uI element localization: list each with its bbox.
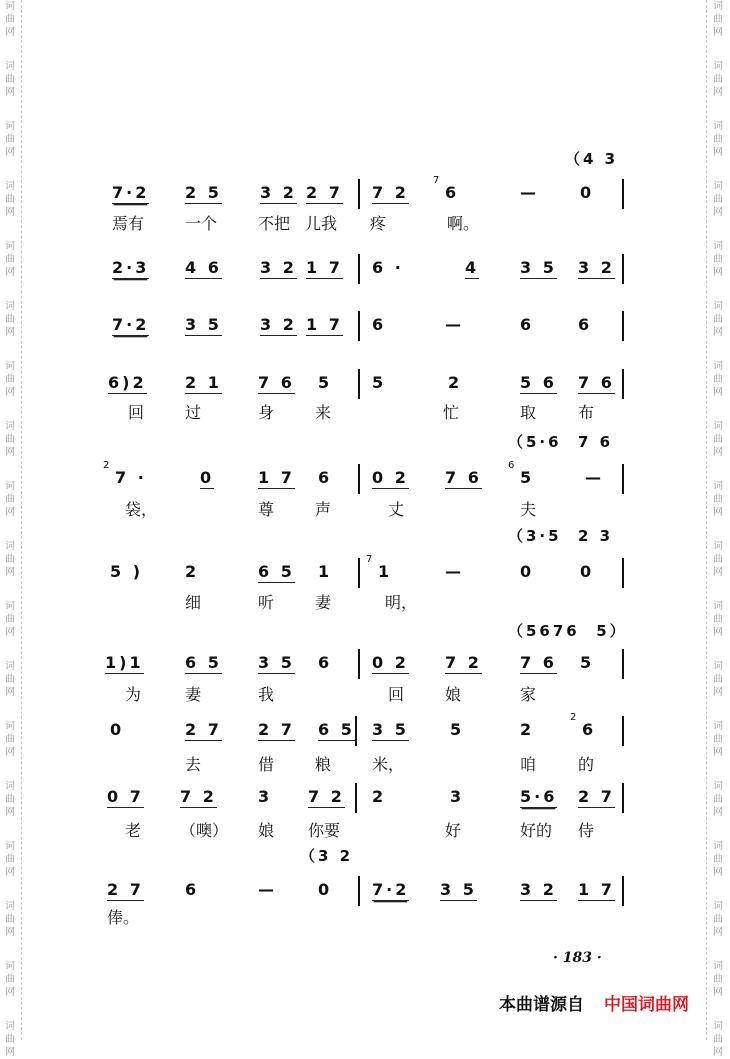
instrumental-annotation: （5676 5） xyxy=(508,622,628,640)
note: 6 2 xyxy=(570,712,597,739)
note: 3 5 xyxy=(258,653,295,672)
watermark-text: 词 曲 网 xyxy=(713,181,723,218)
note: 2 7 xyxy=(306,183,343,202)
note: 7 2 xyxy=(180,787,217,806)
barline-end xyxy=(622,716,624,746)
note: 0 xyxy=(520,562,535,581)
note: 0 2 xyxy=(372,653,409,672)
lyric: 布 xyxy=(578,403,595,422)
watermark-text: 词 曲 网 xyxy=(5,721,15,758)
note: 3 2 xyxy=(260,258,297,277)
watermark-text: 词 曲 网 xyxy=(713,901,723,938)
note: 6 5 xyxy=(258,562,295,581)
watermark-text: 词 曲 网 xyxy=(713,121,723,158)
lyric: 粮 xyxy=(315,755,332,774)
watermark-text: 词 曲 网 xyxy=(5,61,15,98)
source-credit xyxy=(499,990,689,1015)
barline xyxy=(358,464,360,494)
lyric: 听 xyxy=(258,593,275,612)
note: 6 · xyxy=(372,258,404,277)
note: 3 5 xyxy=(440,880,477,899)
margin-line-right xyxy=(706,0,707,1040)
lyric: 我 xyxy=(258,685,275,704)
watermark-text: 词 曲 网 xyxy=(713,361,723,398)
watermark-text: 词 曲 网 xyxy=(5,481,15,518)
watermark-text: 词 曲 网 xyxy=(713,661,723,698)
watermark-text: 词 曲 网 xyxy=(713,721,723,758)
note: 2 xyxy=(520,720,535,739)
lyric: 尊 xyxy=(258,500,275,519)
note: 5 xyxy=(450,720,465,739)
note: 2 7 xyxy=(107,880,144,899)
lyric: 焉有 xyxy=(112,214,145,233)
note: 6 xyxy=(318,653,333,672)
note: 5 xyxy=(372,373,387,392)
barline-end xyxy=(622,649,624,679)
note: 7 2 xyxy=(445,653,482,672)
note: — xyxy=(258,880,277,899)
lyric: 回 xyxy=(388,685,405,704)
watermark-text: 词 曲 网 xyxy=(5,601,15,638)
grace-note: 7 xyxy=(433,175,440,186)
note: 6 5 xyxy=(318,720,355,739)
note: 7 6 xyxy=(445,468,482,487)
watermark-text: 词 曲 网 xyxy=(713,481,723,518)
lyric: 夫 xyxy=(520,500,537,519)
lyric: 身 xyxy=(258,403,275,422)
watermark-text: 词 曲 网 xyxy=(713,61,723,98)
lyric: （噢） xyxy=(180,821,229,840)
note: 7 2 xyxy=(308,787,345,806)
lyric: 借 xyxy=(258,755,275,774)
barline xyxy=(358,311,360,341)
note: 2 1 xyxy=(185,373,222,392)
note: 2·3 xyxy=(112,258,150,277)
watermark-text: 词 曲 网 xyxy=(5,961,15,998)
note: 3 2 xyxy=(520,880,557,899)
watermark-text: 词 曲 网 xyxy=(713,781,723,818)
note: 2 xyxy=(372,787,387,806)
page-number: · 183 · xyxy=(553,950,602,966)
watermark-text: 词 曲 网 xyxy=(5,301,15,338)
watermark-text: 词 曲 网 xyxy=(713,961,723,998)
note: 2 7 xyxy=(258,720,295,739)
note: 0 xyxy=(110,720,125,739)
note: 2 7 xyxy=(578,787,615,806)
note: 2 xyxy=(448,373,463,392)
note: 6 xyxy=(185,880,200,899)
lyric: 咱 xyxy=(520,755,537,774)
lyric: 娘 xyxy=(445,685,462,704)
barline-end xyxy=(622,311,624,341)
source-prefix: 本曲谱源自 xyxy=(499,995,584,1015)
watermark-text: 词 曲 网 xyxy=(713,1,723,38)
lyric: 取 xyxy=(520,403,537,422)
lyric: 去 xyxy=(185,755,202,774)
note: 0 7 xyxy=(107,787,144,806)
note: 7 2 xyxy=(372,183,409,202)
note: 3 5 xyxy=(372,720,409,739)
watermark-text: 词 曲 网 xyxy=(5,781,15,818)
note: 7 6 xyxy=(578,373,615,392)
note: 1 7 xyxy=(258,468,295,487)
barline-end xyxy=(622,254,624,284)
note: — xyxy=(445,562,464,581)
instrumental-annotation: （3 2 xyxy=(300,847,354,865)
lyric: 俸。 xyxy=(107,908,140,927)
note: 3 2 xyxy=(578,258,615,277)
note: 1 7 xyxy=(366,554,393,581)
lyric: 袋， xyxy=(125,500,158,519)
note: 5 ) xyxy=(110,562,144,581)
note: — xyxy=(585,468,604,487)
note: 7 6 xyxy=(258,373,295,392)
lyric: 侍 xyxy=(578,821,595,840)
note: 3 xyxy=(258,787,273,806)
note: 7·2 xyxy=(112,183,150,202)
instrumental-annotation: （3·5 2 3 xyxy=(508,527,614,545)
note: 5 xyxy=(580,653,595,672)
barline-end xyxy=(622,558,624,588)
watermark-text: 词 曲 网 xyxy=(713,421,723,458)
note: 1 7 xyxy=(578,880,615,899)
note: 6 5 xyxy=(185,653,222,672)
note: 1 7 xyxy=(306,315,343,334)
watermark-text: 词 曲 网 xyxy=(713,301,723,338)
instrumental-annotation: （5·6 7 6 xyxy=(508,433,614,451)
note: 7 · 2 xyxy=(103,460,147,487)
grace-note: 6 xyxy=(508,460,515,471)
lyric: 为 xyxy=(125,685,142,704)
lyric: 啊。 xyxy=(447,214,480,233)
lyric: 回 xyxy=(128,403,145,422)
watermark-text: 词 曲 网 xyxy=(713,841,723,878)
instrumental-annotation: （4 3 xyxy=(565,150,619,168)
barline-end xyxy=(622,464,624,494)
watermark-text: 词 曲 网 xyxy=(5,901,15,938)
note: 5·6 xyxy=(520,787,558,806)
lyric: 过 xyxy=(185,403,202,422)
grace-note: 2 xyxy=(570,712,577,723)
lyric: 的 xyxy=(578,755,595,774)
note: 6 7 xyxy=(433,175,460,202)
note: 3 2 xyxy=(260,183,297,202)
watermark-text: 词 曲 网 xyxy=(5,361,15,398)
watermark-text: 词 曲 网 xyxy=(5,661,15,698)
barline xyxy=(355,716,357,746)
lyric: 细 xyxy=(185,593,202,612)
lyric: 忙 xyxy=(443,403,460,422)
barline xyxy=(358,179,360,209)
grace-note: 7 xyxy=(366,554,373,565)
note: 6 xyxy=(520,315,535,334)
note: 0 2 xyxy=(372,468,409,487)
note: 6 xyxy=(372,315,387,334)
lyric: 好的 xyxy=(520,821,553,840)
watermark-text: 词 曲 网 xyxy=(5,121,15,158)
barline-end xyxy=(622,369,624,399)
lyric: 米， xyxy=(372,755,405,774)
grace-note: 2 xyxy=(103,460,110,471)
note: 7·2 xyxy=(372,880,410,899)
lyric: 疼 xyxy=(370,214,387,233)
lyric: 一个 xyxy=(185,214,218,233)
note: 2 5 xyxy=(185,183,222,202)
note: — xyxy=(520,183,539,202)
note: 1)1 xyxy=(105,653,144,672)
barline-end xyxy=(622,783,624,813)
note: 1 xyxy=(318,562,333,581)
barline-end xyxy=(622,876,624,906)
barline xyxy=(358,369,360,399)
lyric: 儿我 xyxy=(305,214,338,233)
lyric: 妻 xyxy=(185,685,202,704)
watermark-text: 词 曲 网 xyxy=(713,241,723,278)
margin-line-left xyxy=(21,0,22,1040)
note: 2 7 xyxy=(185,720,222,739)
lyric: 明， xyxy=(385,593,418,612)
note: 3 5 xyxy=(185,315,222,334)
note: 5 xyxy=(318,373,333,392)
watermark-text: 词 曲 网 xyxy=(5,541,15,578)
barline xyxy=(358,254,360,284)
watermark-text: 词 曲 网 xyxy=(5,1,15,38)
lyric: 不把 xyxy=(258,214,291,233)
watermark-text: 词 曲 网 xyxy=(713,601,723,638)
watermark-text: 词 曲 网 xyxy=(5,241,15,278)
note: 0 xyxy=(200,468,215,487)
watermark-text: 词 曲 网 xyxy=(713,1021,723,1058)
note: 3 xyxy=(450,787,465,806)
note: — xyxy=(445,315,464,334)
note: 1 7 xyxy=(306,258,343,277)
note: 3 5 xyxy=(520,258,557,277)
lyric: 老 xyxy=(125,821,142,840)
watermark-text: 词 曲 网 xyxy=(5,421,15,458)
watermark-column-left xyxy=(3,0,19,1058)
note: 6 xyxy=(318,468,333,487)
note: 0 xyxy=(580,562,595,581)
note: 5 6 xyxy=(508,460,535,487)
note: 5 6 xyxy=(520,373,557,392)
lyric: 声 xyxy=(315,500,332,519)
note: 7 6 xyxy=(520,653,557,672)
barline xyxy=(358,649,360,679)
barline-end xyxy=(622,179,624,209)
note: 6)2 xyxy=(108,373,147,392)
note: 6 xyxy=(578,315,593,334)
watermark-text: 词 曲 网 xyxy=(5,841,15,878)
lyric: 家 xyxy=(520,685,537,704)
lyric: 妻 xyxy=(315,593,332,612)
source-site: 中国词曲网 xyxy=(604,995,689,1015)
note: 4 6 xyxy=(185,258,222,277)
note: 7·2 xyxy=(112,315,150,334)
barline xyxy=(358,876,360,906)
lyric: 你要 xyxy=(308,821,341,840)
note: 2 xyxy=(185,562,200,581)
watermark-column-right xyxy=(711,0,727,1058)
note: 3 2 xyxy=(260,315,297,334)
lyric: 好 xyxy=(445,821,462,840)
lyric: 娘 xyxy=(258,821,275,840)
lyric: 丈 xyxy=(388,500,405,519)
note: 4 xyxy=(465,258,480,277)
watermark-text: 词 曲 网 xyxy=(5,181,15,218)
barline xyxy=(358,558,360,588)
watermark-text: 词 曲 网 xyxy=(713,541,723,578)
watermark-text: 词 曲 网 xyxy=(5,1021,15,1058)
note: 0 xyxy=(580,183,595,202)
note: 0 xyxy=(318,880,333,899)
lyric: 来 xyxy=(315,403,332,422)
barline xyxy=(355,783,357,813)
